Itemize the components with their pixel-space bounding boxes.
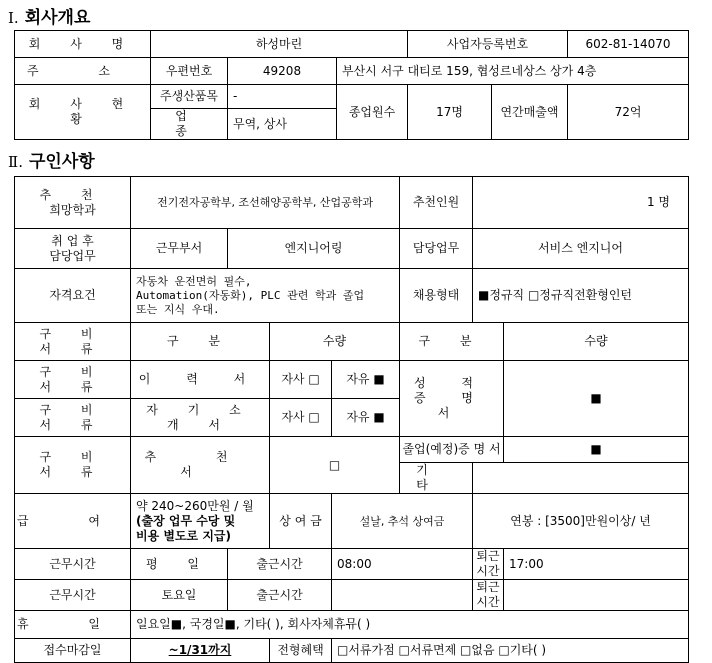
address-label: 주 소: [15, 58, 151, 85]
col-quantity: 수량: [270, 323, 400, 361]
section-title-text: 회사개요: [24, 8, 91, 28]
saturday-label: 토요일: [131, 580, 228, 611]
weekday-label: 평 일: [131, 549, 228, 580]
recommend-count: 1 명: [473, 177, 689, 229]
company-overview-table: [14, 30, 689, 140]
self-intro-label: 자 기 소 개 서: [131, 399, 270, 437]
staff-label: 종업원수: [337, 85, 408, 140]
docs-label: 구 비 서 류: [15, 437, 131, 494]
recommend-label: 추천인원: [400, 177, 473, 229]
start-time-label: 출근시간: [228, 549, 332, 580]
col-division-2: 구 분: [400, 323, 504, 361]
sat-start-time-label: 출근시간: [228, 580, 332, 611]
company-name: 하성마린: [151, 31, 408, 58]
annual-salary: 연봉 : [3500]만원이상/ 년: [473, 494, 689, 549]
salary-label: 급 여: [15, 494, 131, 549]
resume-own-form: 자사 □: [270, 361, 332, 399]
deadline-label: 접수마감일: [15, 639, 131, 663]
col-quantity-2: 수량: [504, 323, 689, 361]
hours-label: 근무시간: [15, 549, 131, 580]
hours-label: 근무시간: [15, 580, 131, 611]
benefit: □서류가점 □서류면제 □없음 □기타( ): [332, 639, 689, 663]
docs-label: 구 비 서 류: [15, 399, 131, 437]
bonus: 설날, 추석 상여금: [332, 494, 473, 549]
holiday: 일요일■, 국경일■, 기타( ), 회사자체휴뮤( ): [131, 611, 689, 639]
etc-value: [473, 463, 689, 494]
end-time: 17:00: [504, 549, 689, 580]
bonus-label: 상 여 금: [270, 494, 332, 549]
industry-label: 업 종: [151, 109, 228, 140]
staff: 17명: [408, 85, 492, 140]
product: -: [228, 85, 337, 109]
rec-letter-qty: □: [270, 437, 400, 494]
sat-end-time-label: 퇴근시간: [473, 580, 504, 611]
employment-type: ■정규직 □정규직전환형인턴: [473, 269, 689, 323]
section-number: Ⅱ.: [8, 153, 23, 171]
dept: 전기전자공학부, 조선해양공학부, 산업공학과: [131, 177, 400, 229]
zip-label: 우편번호: [151, 58, 228, 85]
company-name-label: 회 사 명: [15, 31, 151, 58]
section-number: Ⅰ.: [8, 9, 19, 27]
start-time: 08:00: [332, 549, 473, 580]
industry: 무역, 상사: [228, 109, 337, 140]
task-label: 담당업무: [400, 229, 473, 269]
rec-letter-label: 추 천 서: [131, 437, 270, 494]
bizno-label: 사업자등록번호: [408, 31, 568, 58]
work-dept-label: 근무부서: [131, 229, 228, 269]
task: 서비스 엔지니어: [473, 229, 689, 269]
section-title-company: [8, 8, 90, 28]
salary: 약 240~260만원 / 월 (출장 업무 수당 및 비용 별도로 지급): [131, 494, 270, 549]
work-dept: 엔지니어링: [228, 229, 400, 269]
resume-label: 이 력 서: [131, 361, 270, 399]
graduation-qty: ■: [504, 437, 689, 463]
benefit-label: 전형혜택: [270, 639, 332, 663]
zip: 49208: [228, 58, 337, 85]
intro-free-form: 자유 ■: [332, 399, 400, 437]
etc-label: 기 타: [400, 463, 473, 494]
qualification: 자동차 운전면허 필수, Automation(자동화), PLC 관련 학과 졸업 또는 지식 우대.: [131, 269, 400, 323]
section-title-text: 구인사항: [28, 152, 95, 172]
sat-end-time: [504, 580, 689, 611]
qualification-label: 자격요건: [15, 269, 131, 323]
docs-label: 구 비 서 류: [15, 361, 131, 399]
sales-label: 연간매출액: [492, 85, 568, 140]
sat-start-time: [332, 580, 473, 611]
bizno: 602-81-14070: [568, 31, 689, 58]
product-label: 주생산품목: [151, 85, 228, 109]
recruitment-table: [14, 176, 689, 663]
transcript-qty: ■: [504, 361, 689, 437]
employment-type-label: 채용형태: [400, 269, 473, 323]
sales: 72억: [568, 85, 689, 140]
duty-label: 취 업 후 담당업무: [15, 229, 131, 269]
docs-label: 구 비 서 류: [15, 323, 131, 361]
end-time-label: 퇴근시간: [473, 549, 504, 580]
col-division: 구 분: [131, 323, 270, 361]
resume-free-form: 자유 ■: [332, 361, 400, 399]
address: 부산시 서구 대티로 159, 협성르네상스 상가 4층: [337, 58, 689, 85]
intro-own-form: 자사 □: [270, 399, 332, 437]
holiday-label: 휴 일: [15, 611, 131, 639]
transcript-label: 성 적 증 명 서: [400, 361, 504, 437]
dept-label: 추 천 희망학과: [15, 177, 131, 229]
section-title-recruit: [8, 152, 95, 172]
company-status-label: 회 사 현 황: [15, 85, 151, 140]
deadline: ~1/31까지: [131, 639, 270, 663]
graduation-label: 졸업(예정)증 명 서: [400, 437, 504, 463]
